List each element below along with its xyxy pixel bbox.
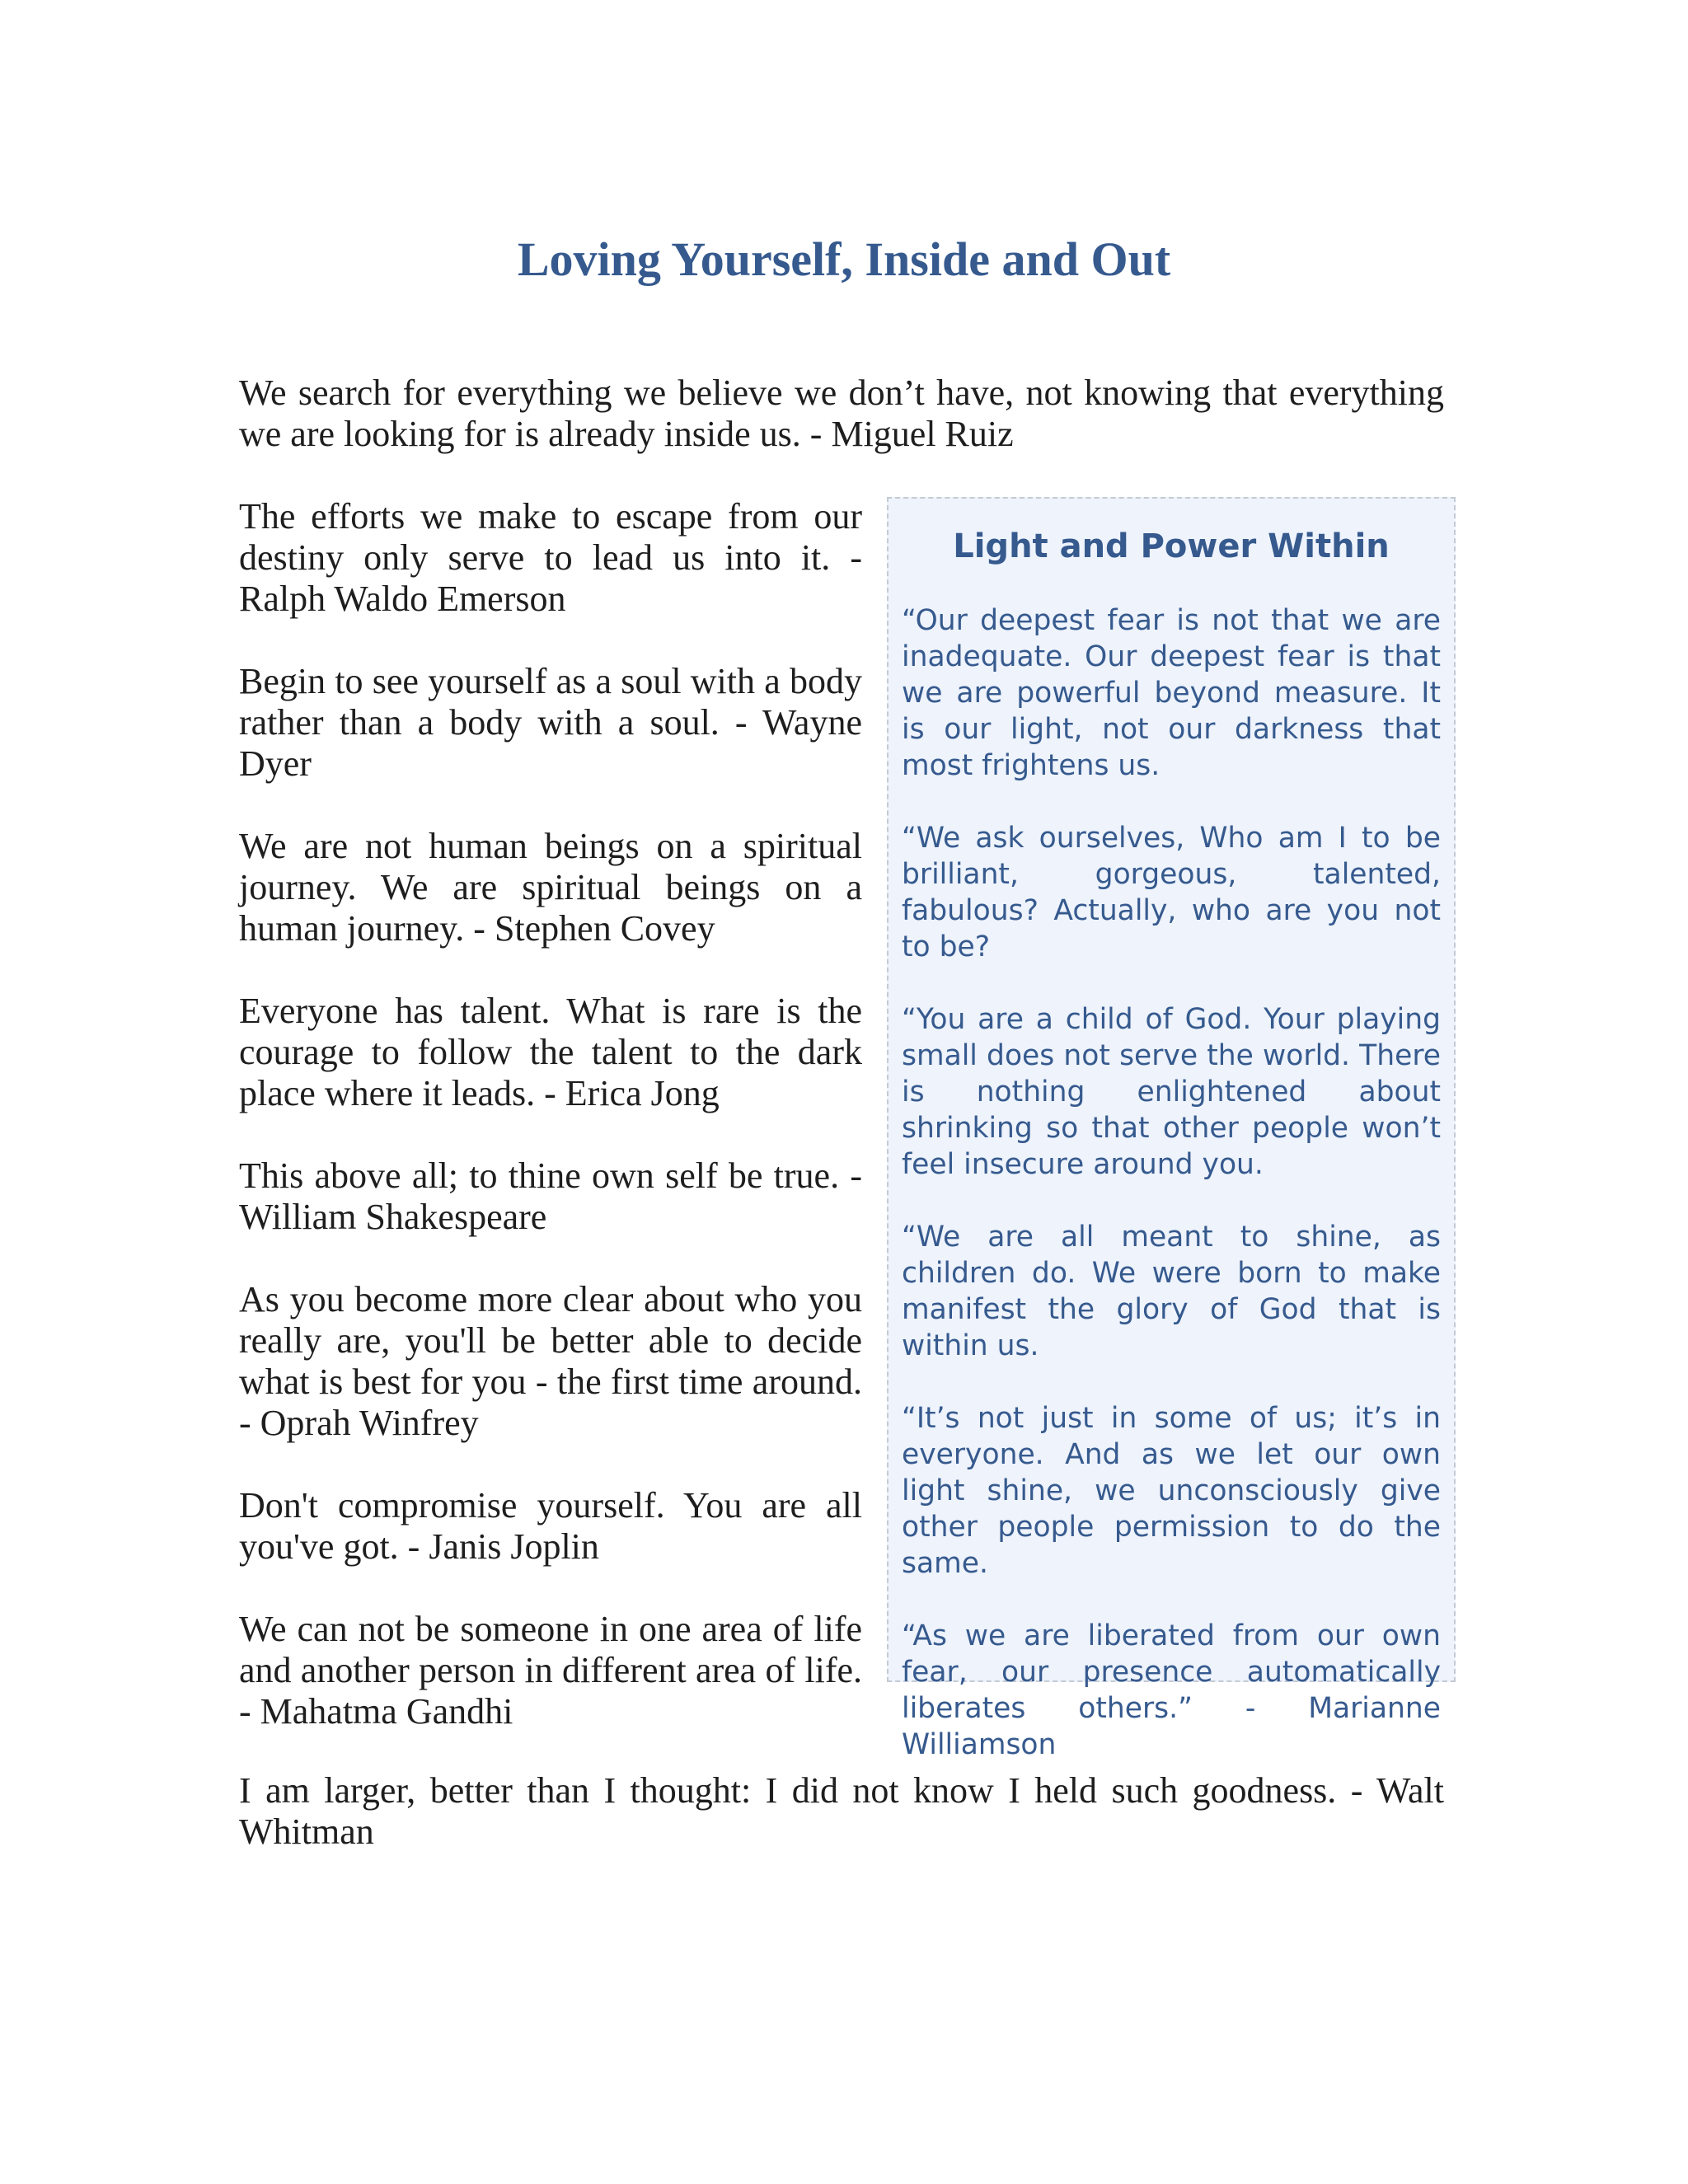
left-quote-column xyxy=(239,496,862,1774)
page-title: Loving Yourself, Inside and Out xyxy=(517,232,1171,286)
quote-paragraph: Begin to see yourself as a soul with a body rather than a body with a soul. - Wayne Dyer xyxy=(239,661,862,784)
sidebar-paragraph: “We are all meant to shine, as children do. We were born to make manifest the glory of God that is within us. xyxy=(902,1221,1441,1362)
sidebar-paragraph: “It’s not just in some of us; it’s in everyone. And as we let our own light shine, we unconsciously give other people permission to do the same. xyxy=(902,1402,1441,1580)
sidebar-paragraph: “As we are liberated from our own fear, our presence automatically liberates others.” - Marianne Williamson xyxy=(902,1619,1441,1761)
sidebar-box xyxy=(887,497,1456,1761)
quote-paragraph: Don't compromise yourself. You are all you've got. - Janis Joplin xyxy=(239,1485,862,1567)
sidebar-paragraph: “We ask ourselves, Who am I to be brilliant, gorgeous, talented, fabulous? Actually, who are you not to be? xyxy=(902,822,1441,963)
quote-paragraph: As you become more clear about who you really are, you'll be better able to decide what is best for you - the first time around. - Oprah Winfrey xyxy=(239,1279,862,1443)
sidebar-title: Light and Power Within xyxy=(953,527,1390,565)
intro-quote: We search for everything we believe we don’t have, not knowing that everything we are looking for is already inside us. - Miguel Ruiz xyxy=(239,373,1444,454)
sidebar-paragraph: “You are a child of God. Your playing small does not serve the world. There is nothing enlightened about shrinking so that other people won’t feel insecure around you. xyxy=(902,1003,1441,1181)
quote-paragraph: We can not be someone in one area of life and another person in different area of life. - Mahatma Gandhi xyxy=(239,1609,862,1732)
quote-paragraph: This above all; to thine own self be true. - William Shakespeare xyxy=(239,1155,862,1237)
quote-paragraph: The efforts we make to escape from our destiny only serve to lead us into it. - Ralph Waldo Emerson xyxy=(239,496,862,619)
closing-quote: I am larger, better than I thought: I did not know I held such goodness. - Walt Whitman xyxy=(239,1770,1444,1852)
quote-paragraph: We are not human beings on a spiritual journey. We are spiritual beings on a human journey. - Stephen Covey xyxy=(239,826,862,949)
sidebar-paragraph: “Our deepest fear is not that we are inadequate. Our deepest fear is that we are powerful beyond measure. It is our light, not our darkness that most frightens us. xyxy=(902,604,1441,782)
quote-paragraph: Everyone has talent. What is rare is the courage to follow the talent to the dark place where it leads. - Erica Jong xyxy=(239,991,862,1113)
